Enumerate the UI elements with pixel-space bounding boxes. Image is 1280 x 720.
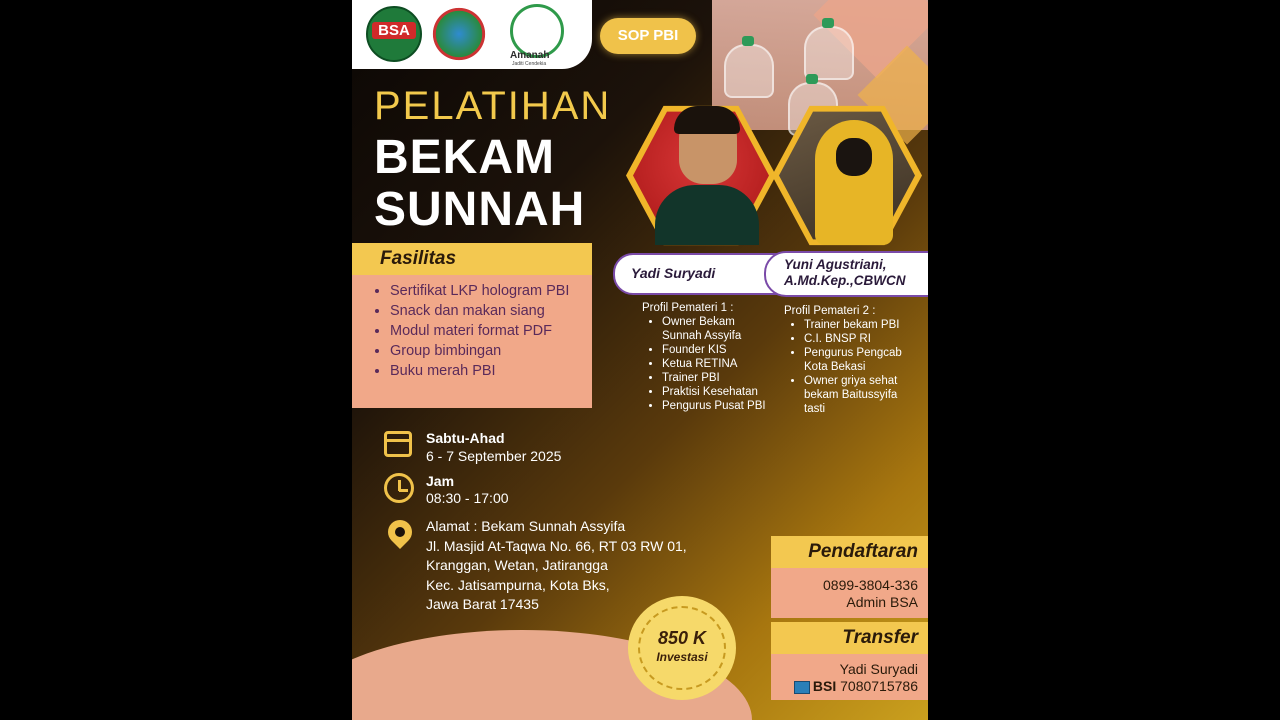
pendaftaran-heading: Pendaftaran <box>808 541 918 562</box>
bank-card-icon <box>794 681 810 694</box>
list-item: • Trainer PBI <box>662 371 777 385</box>
list-item: • Trainer bekam PBI <box>804 318 916 332</box>
transfer-name: Yadi Suryadi <box>839 661 918 677</box>
presenter-1-name: Yadi Suryadi <box>631 265 716 281</box>
list-item: • Pengurus Pusat PBI <box>662 399 777 413</box>
presenter-2-niqab <box>836 138 872 176</box>
address-line: Kec. Jatisampurna, Kota Bks, <box>426 576 610 593</box>
presenter-1-name-pill <box>613 253 787 295</box>
cup-icon <box>724 44 774 98</box>
bsa-logo-text: BSA <box>372 22 416 39</box>
schedule-time-label: Jam <box>426 473 455 489</box>
bsa-logo <box>366 6 422 62</box>
amanah-logo-subtext: Jaditi Cendekia <box>512 61 547 67</box>
amanah-logo-text: Amanah <box>510 50 550 61</box>
price-badge <box>632 600 732 696</box>
transfer-account: 7080715786 <box>840 678 918 694</box>
address-line: Jawa Barat 17435 <box>426 596 539 612</box>
list-item: • Pengurus Pengcab Kota Bekasi <box>804 346 916 374</box>
list-item: • Buku merah PBI <box>390 361 569 381</box>
transfer-bank: BSI <box>812 678 837 694</box>
address-line: Alamat : Bekam Sunnah Assyifa <box>426 518 626 534</box>
transfer-header <box>771 622 928 654</box>
sop-pbi-badge: SOP PBI <box>600 18 696 54</box>
schedule-days: Sabtu-Ahad <box>426 430 505 446</box>
fasilitas-heading: Fasilitas <box>380 248 457 269</box>
presenter-2-profile <box>784 304 916 416</box>
logo-bar <box>352 0 592 69</box>
fasilitas-box <box>352 275 592 408</box>
pbi-logo <box>428 6 490 62</box>
transfer-box <box>771 654 928 700</box>
price-label: Investasi <box>656 650 708 664</box>
presenter-2-name-line-2: A.Md.Kep.,CBWCN <box>784 273 906 288</box>
transfer-heading: Transfer <box>842 627 918 648</box>
presenter-2-profile-title: Profil Pemateri 2 : <box>784 305 876 317</box>
calendar-icon <box>384 431 412 457</box>
list-item: • Modul materi format PDF <box>390 321 569 341</box>
price-amount: 850 K <box>657 628 707 648</box>
fasilitas-header <box>352 243 592 275</box>
location-pin-icon <box>383 515 417 549</box>
presenter-1-hair <box>674 106 740 134</box>
pendaftaran-phone: 0899-3804-336 <box>823 577 918 593</box>
pendaftaran-box <box>771 568 928 618</box>
title-line-1: PELATIHAN <box>374 84 612 128</box>
pendaftaran-contact: Admin BSA <box>846 594 918 610</box>
presenter-2-name <box>784 257 906 289</box>
address <box>426 517 687 615</box>
fasilitas-list <box>372 281 569 381</box>
list-item: • Snack dan makan siang <box>390 301 569 321</box>
title-line-3: SUNNAH <box>374 183 586 236</box>
list-item: • Sertifikat LKP hologram PBI <box>390 281 569 301</box>
presenter-1-profile <box>642 301 777 413</box>
schedule-dates: 6 - 7 September 2025 <box>426 448 562 464</box>
list-item: • Owner Bekam Sunnah Assyifa <box>662 315 777 343</box>
pendaftaran-header <box>771 536 928 568</box>
title-line-2: BEKAM <box>374 131 555 184</box>
list-item: • Ketua RETINA <box>662 357 777 371</box>
address-line: Jl. Masjid At-Taqwa No. 66, RT 03 RW 01, <box>426 537 687 554</box>
clock-icon <box>384 473 414 503</box>
list-item: • Founder KIS <box>662 343 777 357</box>
list-item: • Group bimbingan <box>390 341 569 361</box>
schedule-time: 08:30 - 17:00 <box>426 490 509 506</box>
transfer-account-line <box>794 678 918 694</box>
list-item: • Owner griya sehat bekam Baitussyifa tasti <box>804 374 916 416</box>
presenter-1-profile-title: Profil Pemateri 1 : <box>642 302 734 314</box>
presenter-2-name-pill <box>764 251 928 297</box>
list-item: • Praktisi Kesehatan <box>662 385 777 399</box>
presenter-2-name-line-1: Yuni Agustriani, <box>784 257 887 272</box>
list-item: • C.I. BNSP RI <box>804 332 916 346</box>
poster <box>352 0 928 720</box>
address-line: Kranggan, Wetan, Jatirangga <box>426 557 608 573</box>
cup-icon <box>804 26 854 80</box>
presenter-1-body <box>655 185 759 245</box>
